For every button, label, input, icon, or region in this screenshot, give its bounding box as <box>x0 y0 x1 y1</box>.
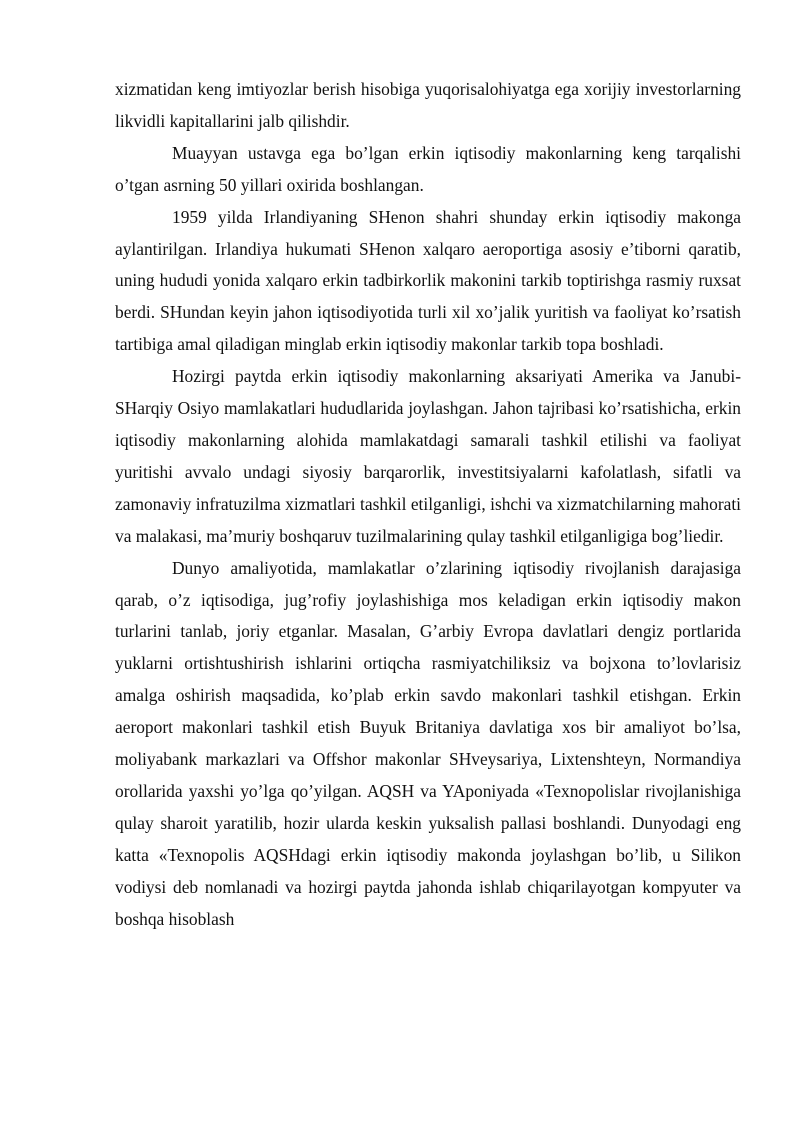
paragraph-3: 1959 yilda Irlandiyaning SHenon shahri shunday erkin iqtisodiy makonga aylantirilgan. Irlandiya hukumati SHenon xalqaro aeroportiga asosiy e’tiborni qaratib, uning hududi yonida xalqaro erkin tadbirkorlik makonini tarkib toptirishga rasmiy ruxsat berdi. SHundan keyin jahon iqtisodiyotida turli xil xo’jalik yuritish va faoliyat ko’rsatish tartibiga amal qiladigan minglab erkin iqtisodiy makonlar tarkib topa boshladi. <box>115 206 741 355</box>
paragraph-4: Hozirgi paytda erkin iqtisodiy makonlarning aksariyati Amerika va Janubi-SHarqiy Osiyo mamlakatlari hududlarida joylashgan. Jahon tajribasi ko’rsatishicha, erkin iqtisodiy makonlarning alohida mamlakatdagi samarali tashkil etilishi va faoliyat yuritishi avvalo undagi siyosiy barqarorlik, investitsiyalarni kafolatlash, sifatli va zamonaviy infratuzilma xizmatlari tashkil etilganligi, ishchi va xizmatchilarning mahorati va malakasi, ma’muriy boshqaruv tuzilmalarining qulay tashkil etilganligiga bog’liedir. <box>115 366 741 546</box>
paragraph-1: xizmatidan keng imtiyozlar berish hisobiga yuqorisalohiyatga ega xorijiy investorlarning likvidli kapitallarini jalb qilishdir. <box>115 79 741 131</box>
body-text <box>115 74 741 935</box>
paragraph-2: Muayyan ustavga ega bo’lgan erkin iqtisodiy makonlarning keng tarqalishi o’tgan asrning 50 yillari oxirida boshlangan. <box>115 142 741 195</box>
paragraph-5: Dunyo amaliyotida, mamlakatlar o’zlarining iqtisodiy rivojlanish darajasiga qarab, o’z iqtisodiga, jug’rofiy joylashishiga mos keladigan erkin iqtisodiy makon turlarini tanlab, joriy etganlar. Masalan, G’arbiy Evropa davlatlari dengiz portlarida yuklarni ortishtushirish ishlarini ortiqcha rasmiyatchiliksiz va bojxona to’lovlarisiz amalga oshirish maqsadida, ko’plab erkin savdo makonlari tashkil etishgan. Erkin aeroport makonlari tashkil etish Buyuk Britaniya davlatiga xos bir amaliyot bo’lsa, moliyabank markazlari va Offshor makonlar SHveysariya, Lixtenshteyn, Normandiya orollarida yaxshi yo’lga qo’yilgan. AQSH va YAponiyada «Texnopolislar rivojlanishiga qulay sharoit yaratilib, hozir ularda keskin yuksalish pallasi boshlandi. Dunyodagi eng katta «Texnopolis AQSHdagi erkin iqtisodiy makonda joylashgan bo’lib, u Silikon vodiysi deb nomlanadi va hozirgi paytda jahonda ishlab chiqarilayotgan kompyuter va boshqa hisoblash <box>115 557 741 929</box>
